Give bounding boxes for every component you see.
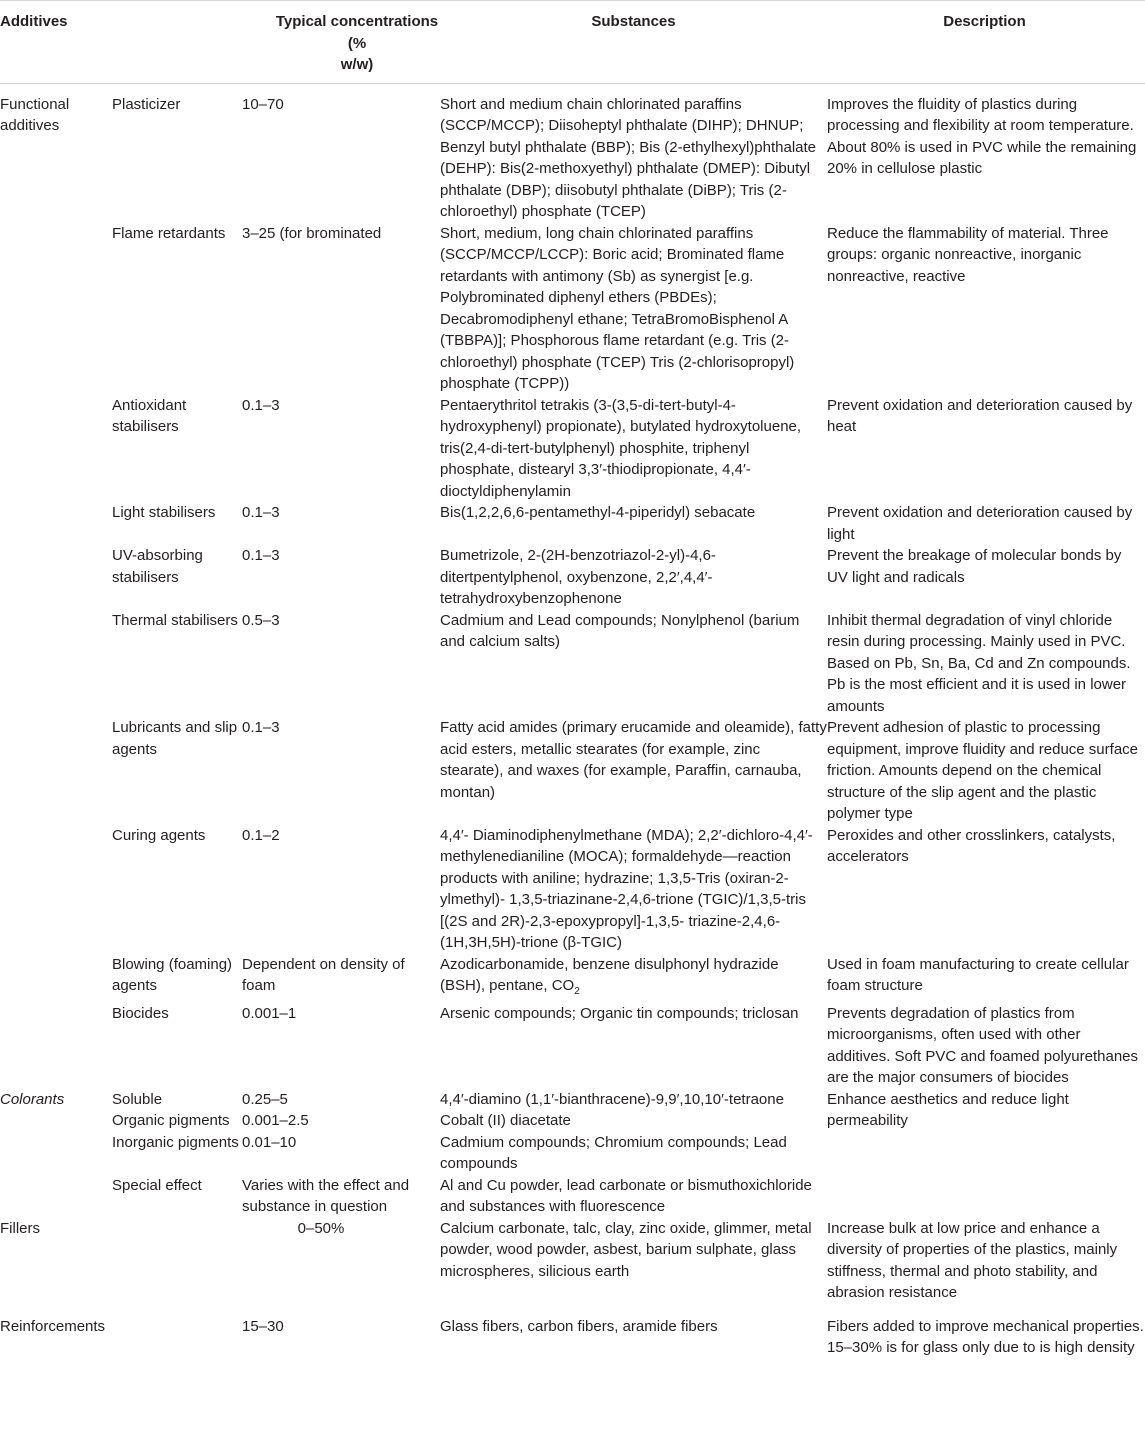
- header-row: [0, 1, 1145, 84]
- type-cell: Blowing (foaming) agents: [112, 955, 233, 994]
- header-description: Description: [827, 1, 1145, 84]
- concentration-cell: 0.001–2.5: [242, 1112, 309, 1129]
- table-row: [0, 502, 1145, 545]
- table-row: [0, 1175, 1145, 1218]
- substances-cell: Bis(1,2,2,6,6-pentamethyl-4-piperidyl) sebacate: [440, 504, 756, 521]
- substances-text: Azodicarbonamide, benzene disulphonyl hydrazide (BSH), pentane, CO: [440, 955, 779, 994]
- concentration-cell: 0–50%: [297, 1219, 345, 1237]
- concentration-cell: Dependent on density of foam: [242, 955, 405, 994]
- table-row: [0, 83, 1145, 223]
- type-cell: Soluble: [112, 1090, 163, 1108]
- category-cell: Colorants: [0, 1090, 65, 1108]
- description-cell: Used in foam manufacturing to create cellular foam structure: [827, 955, 1129, 994]
- table-row: [0, 395, 1145, 503]
- concentration-cell: 0.5–3: [242, 611, 280, 629]
- substances-cell: Al and Cu powder, lead carbonate or bismuthoxichloride and substances with fluorescence: [440, 1176, 812, 1215]
- substances-cell: Fatty acid amides (primary erucamide and oleamide), fatty acid esters, metallic stearates (for example, zinc stearate), and waxes (for example, Paraffin, carnauba, montan): [440, 719, 827, 801]
- table-row: [0, 717, 1145, 825]
- table-row: [0, 954, 1145, 1003]
- description-cell: Increase bulk at low price and enhance a diversity of properties of the plastics, mainly stiffness, thermal and photo stability, and abrasion resistance: [827, 1219, 1118, 1301]
- type-cell: Antioxidant stabilisers: [112, 396, 187, 435]
- description-cell: Prevents degradation of plastics from microorganisms, often used with other additives. Soft PVC and foamed polyurethanes are the major consumers of biocides: [827, 1004, 1139, 1086]
- description-cell: Fibers added to improve mechanical properties. 15–30% is for glass only due to is high density: [827, 1317, 1144, 1356]
- substances-cell: 4,4′- Diaminodiphenylmethane (MDA); 2,2′-dichloro-4,4′- methylenedianiline (MOCA); formaldehyde—reaction products with aniline; hydrazine; 1,3,5-Tris (oxiran-2-ylmethyl)- 1,3,5-triazinane-2,4,6-trione (TGIC)/1,3,5-tris [(2S and 2R)-2,3-epoxypropyl]-1,3,5- triazine-2,4,6-(1H,3H,5H)-trione (β-TGIC): [440, 826, 813, 951]
- table-row: [0, 223, 1145, 395]
- description-cell: Enhance aesthetics and reduce light permeability: [827, 1090, 1069, 1129]
- type-cell: Inorganic pigments: [112, 1133, 239, 1151]
- table-row: [0, 610, 1145, 718]
- concentration-cell: 0.25–5: [242, 1090, 288, 1108]
- concentration-cell: 10–70: [242, 95, 284, 113]
- description-cell: Prevent the breakage of molecular bonds by UV light and radicals: [827, 547, 1122, 586]
- concentration-cell: 0.1–3: [242, 547, 280, 564]
- type-cell: Organic pigments: [112, 1112, 230, 1129]
- concentration-cell: 0.01–10: [242, 1133, 297, 1151]
- substances-cell: Cobalt (II) diacetate: [440, 1112, 571, 1129]
- type-cell: Plasticizer: [112, 95, 181, 113]
- header-concentrations-line1: Typical concentrations: [275, 13, 439, 30]
- header-additives: Additives: [0, 1, 242, 84]
- description-cell: Improves the fluidity of plastics during processing and flexibility at room temperature. About 80% is used in PVC while the remaining 20% in cellulose plastic: [827, 95, 1137, 177]
- concentration-cell: 3–25 (for brominated: [242, 224, 382, 242]
- substances-cell: Calcium carbonate, talc, clay, zinc oxide, glimmer, metal powder, wood powder, asbest, barium sulphate, glass microspheres, silicious earth: [440, 1219, 812, 1280]
- table-row: [0, 1316, 1145, 1359]
- type-cell: UV-absorbing stabilisers: [112, 547, 203, 586]
- category-cell: Reinforcements: [0, 1317, 106, 1335]
- substances-cell: Arsenic compounds; Organic tin compounds; triclosan: [440, 1004, 799, 1022]
- type-cell: Thermal stabilisers: [112, 611, 238, 629]
- description-cell: Prevent oxidation and deterioration caused by heat: [827, 396, 1133, 435]
- header-concentrations-line3: w/w): [340, 56, 374, 73]
- concentration-cell: 0.1–3: [242, 504, 280, 521]
- substances-cell: Cadmium compounds; Chromium compounds; Lead compounds: [440, 1133, 787, 1172]
- concentration-cell: 0.001–1: [242, 1004, 297, 1022]
- description-cell: Inhibit thermal degradation of vinyl chloride resin during processing. Mainly used in PVC. Based on Pb, Sn, Ba, Cd and Zn compounds. Pb is the most efficient and it is used in lower amounts: [827, 611, 1131, 715]
- type-cell: Biocides: [112, 1004, 169, 1022]
- type-cell: Curing agents: [112, 826, 206, 844]
- substances-cell: 4,4′-diamino (1,1′-bianthracene)-9,9′,10,10′-tetraone: [440, 1090, 784, 1108]
- header-concentrations-line2: (%: [347, 34, 367, 52]
- table-row: [0, 545, 1145, 610]
- table-row: [0, 1218, 1145, 1316]
- substances-cell: Bumetrizole, 2-(2H-benzotriazol-2-yl)-4,6-ditertpentylphenol, oxybenzone, 2,2′,4,4′-tetrahydroxybenzophenone: [440, 547, 716, 607]
- table-row: [0, 825, 1145, 954]
- type-cell: Light stabilisers: [112, 504, 216, 521]
- type-cell: Special effect: [112, 1176, 202, 1194]
- table-header: [0, 1, 1145, 84]
- concentration-cell: 0.1–3: [242, 719, 280, 736]
- table-row: [0, 1003, 1145, 1089]
- table-body: [0, 83, 1145, 1359]
- category-cell: Functional additives: [0, 95, 70, 134]
- table-row: [0, 1089, 1145, 1111]
- substances-cell: Glass fibers, carbon fibers, aramide fibers: [440, 1317, 718, 1335]
- substances-cell: Short and medium chain chlorinated paraffins (SCCP/MCCP); Diisoheptyl phthalate (DIHP); DHNUP; Benzyl butyl phthalate (BBP); Bis (2-ethylhexyl)phthalate (DEHP): Bis(2-methoxyethyl) phthalate (DMEP): Dibutyl phthalate (DBP); diisobutyl phthalate (DiBP); Tris (2-chloroethyl) phosphate (TCEP): [440, 95, 817, 220]
- header-concentrations: [242, 1, 440, 84]
- description-cell: Prevent oxidation and deterioration caused by light: [827, 504, 1133, 543]
- type-cell: Lubricants and slip agents: [112, 719, 238, 758]
- description-cell: Prevent adhesion of plastic to processing equipment, improve fluidity and reduce surface friction. Amounts depend on the chemical structure of the slip agent and the plastic polymer type: [827, 719, 1139, 822]
- header-substances: Substances: [440, 1, 827, 84]
- concentration-cell: 15–30: [242, 1317, 284, 1335]
- category-cell: Fillers: [0, 1219, 40, 1237]
- substances-cell: Short, medium, long chain chlorinated paraffins (SCCP/MCCP/LCCP): Boric acid; Brominated flame retardants with antimony (Sb) as synergist [e.g. Polybrominated diphenyl ethers (PBDEs); Decabromodiphenyl ethane; TetraBromoBisphenol A (TBBPA)]; Phosphorous flame retardant (e.g. Tris (2-chloroethyl) phosphate (TCEP) Tris (2-chlorisopropyl) phosphate (TCPP)): [440, 224, 795, 392]
- concentration-cell: 0.1–3: [242, 396, 280, 414]
- description-cell: Peroxides and other crosslinkers, catalysts, accelerators: [827, 826, 1116, 865]
- concentration-cell: Varies with the effect and substance in question: [242, 1176, 410, 1215]
- substances-cell: Pentaerythritol tetrakis (3-(3,5-di-tert-butyl-4-hydroxyphenyl) propionate), butylated hydroxytoluene, tris(2,4-di-tert-butylphenyl) phosphite, triphenyl phosphate, distearyl 3,3′-thiodipropionate, 4,4′-dioctyldiphenylamin: [440, 396, 802, 500]
- substances-cell: [440, 954, 827, 1003]
- table-row: [0, 1132, 1145, 1175]
- description-cell: Reduce the flammability of material. Three groups: organic nonreactive, inorganic nonreactive, reactive: [827, 224, 1109, 285]
- concentration-cell: 0.1–2: [242, 826, 280, 844]
- substances-cell: Cadmium and Lead compounds; Nonylphenol (barium and calcium salts): [440, 611, 800, 650]
- subscript-2: 2: [574, 986, 580, 997]
- type-cell: Flame retardants: [112, 224, 226, 242]
